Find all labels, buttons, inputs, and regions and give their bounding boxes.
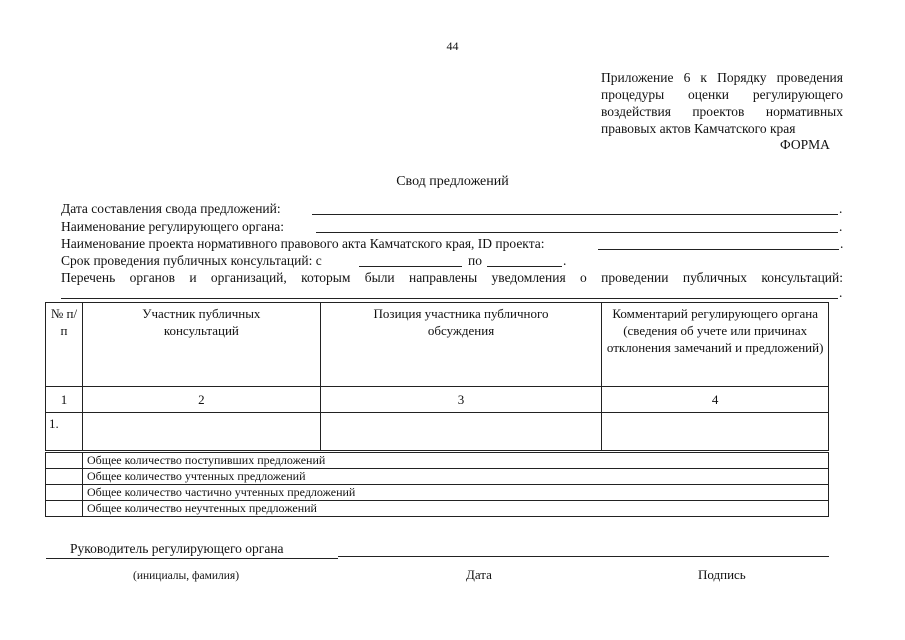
recipients-field-label: Перечень органов и организаций, которым были направлены уведомления о проведении публичных консультаций: (61, 270, 843, 285)
organ-field-line[interactable] (316, 232, 838, 233)
row-position-cell[interactable] (320, 413, 602, 451)
column-number: 1 (46, 387, 83, 413)
appendix-note (601, 69, 843, 137)
form-label: ФОРМА (780, 137, 830, 152)
appendix-line: Приложение 6 к Порядку проведения (601, 70, 843, 85)
proposals-table (45, 302, 829, 451)
period: . (840, 236, 844, 251)
summary-row (46, 453, 829, 469)
period-from-label: Срок проведения публичных консультаций: с (61, 253, 322, 268)
appendix-line: процедуры оценки регулирующего (601, 87, 843, 102)
summary-row (46, 469, 829, 485)
header-position: Позиция участника публичного обсуждения (320, 303, 602, 387)
date-field-label: Дата составления свода предложений: (61, 201, 281, 216)
initials-line[interactable] (46, 558, 338, 559)
column-number: 4 (602, 387, 829, 413)
project-field-label: Наименование проекта нормативного правового акта Камчатского края, ID проекта: (61, 236, 545, 251)
column-number: 3 (320, 387, 602, 413)
row-number: 1. (46, 413, 83, 451)
period: . (839, 219, 843, 234)
summary-row (46, 485, 829, 501)
document-title: Свод предложений (396, 174, 509, 189)
summary-label: Общее количество поступивших предложений (82, 453, 828, 469)
header-participant: Участник публичных консультаций (82, 303, 320, 387)
summary-blank-cell (46, 501, 83, 517)
sign-caption: Подпись (698, 567, 746, 582)
page-number: 44 (446, 39, 459, 53)
summary-label: Общее количество частично учтенных предложений (82, 485, 828, 501)
appendix-line: правовых актов Камчатского края (601, 121, 796, 136)
header-number: № п/п (46, 303, 83, 387)
summary-row (46, 501, 829, 517)
period-to-line[interactable] (487, 266, 562, 267)
date-caption: Дата (466, 567, 492, 582)
summary-label: Общее количество учтенных предложений (82, 469, 828, 485)
period-to-label: по (468, 253, 482, 268)
project-field-line[interactable] (598, 249, 839, 250)
summary-blank-cell (46, 485, 83, 501)
organ-field-label: Наименование регулирующего органа: (61, 219, 284, 234)
header-comment: Комментарий регулирующего органа (сведения об учете или причинах отклонения замечаний и предложений) (602, 303, 829, 387)
period: . (563, 253, 567, 268)
row-participant-cell[interactable] (82, 413, 320, 451)
summary-label: Общее количество неучтенных предложений (82, 501, 828, 517)
signature-label: Руководитель регулирующего органа (70, 541, 284, 556)
table-column-numbers-row (46, 387, 829, 413)
appendix-line: воздействия проектов нормативных (601, 104, 843, 119)
table-row (46, 413, 829, 451)
column-number: 2 (82, 387, 320, 413)
period: . (839, 285, 843, 300)
summary-blank-cell (46, 453, 83, 469)
signature-line[interactable] (338, 556, 829, 557)
date-field-line[interactable] (312, 214, 838, 215)
period: . (839, 201, 843, 216)
initials-caption: (инициалы, фамилия) (133, 570, 240, 582)
summary-blank-cell (46, 469, 83, 485)
recipients-field-line[interactable] (61, 298, 838, 299)
period-from-line[interactable] (359, 266, 462, 267)
table-header-row (46, 303, 829, 387)
row-comment-cell[interactable] (602, 413, 829, 451)
summary-table (45, 452, 829, 517)
